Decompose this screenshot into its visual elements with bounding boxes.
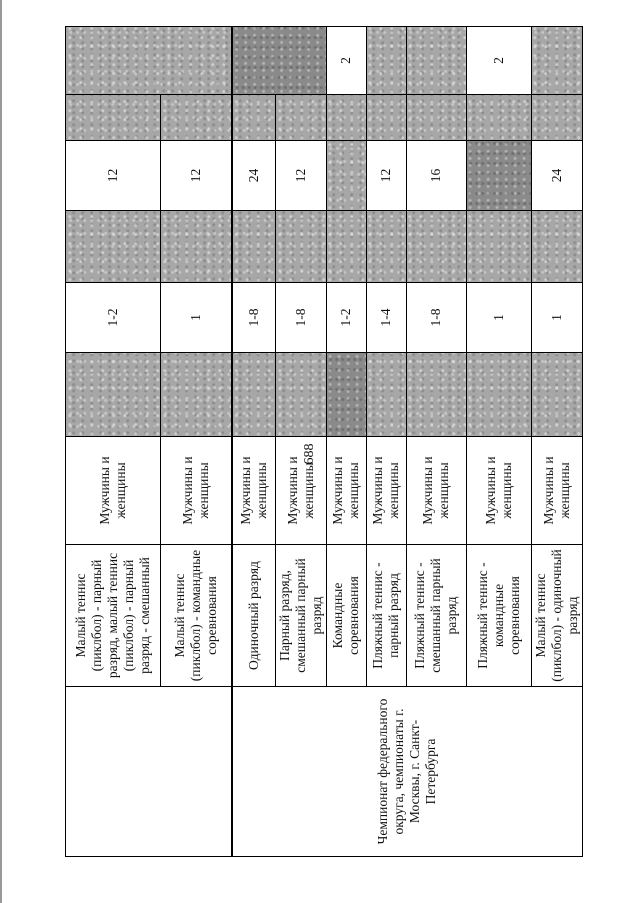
competition-cell: Чемпионат федерального округа, чемпионаты г. Москвы, г. Санкт-Петербурга bbox=[232, 687, 583, 857]
discipline-cell: Командные соревнования bbox=[326, 545, 366, 687]
sex-cell: Мужчины и женщины bbox=[326, 437, 366, 545]
shaded-cell bbox=[406, 27, 466, 95]
col8-cell: 2 bbox=[466, 27, 531, 95]
shaded-cell bbox=[531, 27, 582, 95]
sex-cell: Мужчины и женщины bbox=[276, 437, 327, 545]
shaded-cell bbox=[466, 211, 531, 283]
shaded-cell bbox=[66, 27, 232, 95]
shaded-cell bbox=[66, 211, 161, 283]
page-number: 688 bbox=[302, 443, 317, 465]
shaded-cell bbox=[406, 353, 466, 437]
shaded-cell bbox=[276, 353, 327, 437]
shaded-cell bbox=[366, 27, 406, 95]
shaded-cell bbox=[531, 211, 582, 283]
qualification-table-wrapper bbox=[65, 27, 580, 857]
competition-cell-continued bbox=[66, 687, 232, 857]
discipline-cell: Одиночный разряд bbox=[232, 545, 276, 687]
places-cell: 1-8 bbox=[406, 283, 466, 353]
shaded-cell bbox=[276, 211, 327, 283]
shaded-cell bbox=[406, 211, 466, 283]
athletes-cell: 12 bbox=[366, 141, 406, 211]
places-cell: 1 bbox=[531, 283, 582, 353]
sex-cell: Мужчины и женщины bbox=[161, 437, 232, 545]
col8-cell: 2 bbox=[326, 27, 366, 95]
discipline-cell: Парный разряд, смешанный парный разряд bbox=[276, 545, 327, 687]
shaded-cell bbox=[531, 95, 582, 141]
discipline-cell: Малый теннис (пиклбол) - парный разряд, малый теннис (пиклбол) - парный разряд - смешанный bbox=[66, 545, 161, 687]
athletes-cell: 24 bbox=[531, 141, 582, 211]
sex-cell: Мужчины и женщины bbox=[232, 437, 276, 545]
places-cell: 1 bbox=[161, 283, 232, 353]
discipline-cell: Малый теннис (пиклбол) - одиночный разряд bbox=[531, 545, 582, 687]
shaded-cell bbox=[366, 353, 406, 437]
discipline-cell: Малый теннис (пиклбол) - командные соревнования bbox=[161, 545, 232, 687]
places-cell: 1 bbox=[466, 283, 531, 353]
shaded-cell bbox=[232, 27, 327, 95]
shaded-cell bbox=[466, 95, 531, 141]
discipline-cell: Пляжный теннис - смешанный парный разряд bbox=[406, 545, 466, 687]
shaded-cell bbox=[326, 141, 366, 211]
shaded-cell bbox=[161, 95, 232, 141]
shaded-cell bbox=[531, 353, 582, 437]
shaded-cell bbox=[161, 211, 232, 283]
table-row bbox=[66, 27, 161, 857]
shaded-cell bbox=[406, 95, 466, 141]
sex-cell: Мужчины и женщины bbox=[531, 437, 582, 545]
shaded-cell bbox=[232, 353, 276, 437]
shaded-cell bbox=[66, 353, 161, 437]
shaded-cell bbox=[366, 211, 406, 283]
shaded-cell bbox=[466, 141, 531, 211]
places-cell: 1-4 bbox=[366, 283, 406, 353]
athletes-cell: 16 bbox=[406, 141, 466, 211]
scan-edge bbox=[0, 0, 2, 903]
athletes-cell: 12 bbox=[161, 141, 232, 211]
discipline-cell: Пляжный теннис - командные соревнования bbox=[466, 545, 531, 687]
places-cell: 1-8 bbox=[232, 283, 276, 353]
shaded-cell bbox=[466, 353, 531, 437]
shaded-cell bbox=[326, 353, 366, 437]
shaded-cell bbox=[232, 211, 276, 283]
discipline-cell: Пляжный теннис - парный разряд bbox=[366, 545, 406, 687]
shaded-cell bbox=[66, 95, 161, 141]
places-cell: 1-2 bbox=[66, 283, 161, 353]
shaded-cell bbox=[161, 353, 232, 437]
athletes-cell: 12 bbox=[66, 141, 161, 211]
table-row bbox=[232, 27, 276, 857]
sex-cell: Мужчины и женщины bbox=[466, 437, 531, 545]
athletes-cell: 24 bbox=[232, 141, 276, 211]
rotated-table bbox=[65, 27, 580, 857]
sex-cell: Мужчины и женщины bbox=[406, 437, 466, 545]
qualification-table bbox=[65, 26, 583, 857]
places-cell: 1-2 bbox=[326, 283, 366, 353]
shaded-cell bbox=[326, 211, 366, 283]
athletes-cell: 12 bbox=[276, 141, 327, 211]
sex-cell: Мужчины и женщины bbox=[66, 437, 161, 545]
shaded-cell bbox=[366, 95, 406, 141]
places-cell: 1-8 bbox=[276, 283, 327, 353]
shaded-cell bbox=[232, 95, 276, 141]
sex-cell: Мужчины и женщины bbox=[366, 437, 406, 545]
shaded-cell bbox=[326, 95, 366, 141]
shaded-cell bbox=[276, 95, 327, 141]
